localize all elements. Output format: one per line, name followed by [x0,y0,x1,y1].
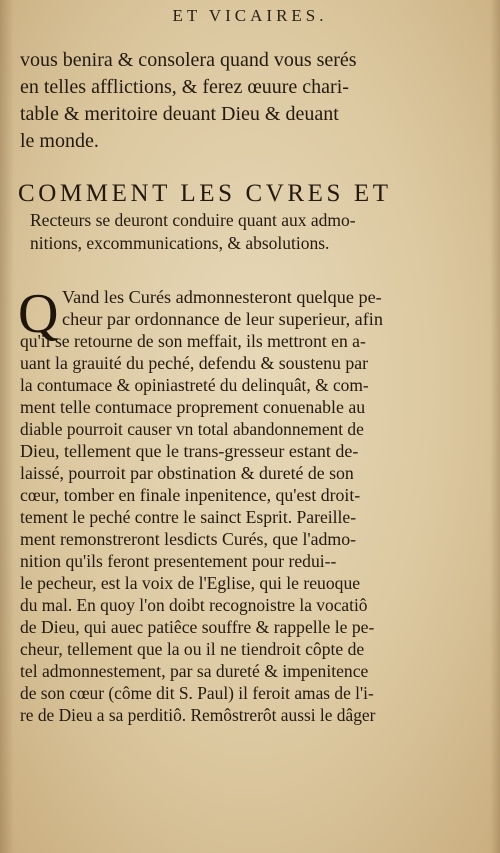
body-line: nition qu'ils feront presentement pour redui-- [20,551,337,571]
body-line: Vand les Curés admonnesteront quelque pe- [62,287,382,307]
body-line: diable pourroit causer vn total abandonnement de [20,419,364,439]
opening-line: le monde. [20,130,99,152]
body-line: de Dieu, qui auec patiêce souffre & rappelle le pe- [20,617,375,637]
body-line: de son cœur (côme dit S. Paul) il feroit amas de l'i- [20,683,374,703]
section-subtitle-line: Recteurs se deuront conduire quant aux admo- [30,210,356,230]
body-line: qu'il se retourne de son meffait, ils mettront en a- [20,331,366,351]
body-line: tement le peché contre le sainct Esprit. Pareille- [20,507,357,527]
body-line: le pecheur, est la voix de l'Eglise, qui le reuoque [20,573,361,593]
body-line: cœur, tomber en finale inpenitence, qu'est droit- [20,485,361,505]
section-heading: COMMENT LES CVRES ET [18,180,392,207]
body-line: du mal. En quoy l'on doibt recognoistre la vocatiô [20,595,368,615]
body-line: tel admonnestement, par sa dureté & impenitence [20,661,369,681]
body-line: ment remonstreront lesdicts Curés, que l'admo- [20,529,357,549]
running-head: ET VICAIRES. [172,6,328,25]
page-edge-shadow-left [0,0,14,853]
body-line: ment telle contumace proprement conuenable au [20,397,366,417]
body-line: re de Dieu a sa perditiô. Remôstrerôt aussi le dâger [20,705,376,725]
drop-cap: Q [18,283,59,345]
section-subtitle-line: nitions, excommunications, & absolutions. [30,233,330,253]
body-line: cheur, tellement que la ou il ne tiendroit côpte de [20,639,365,659]
body-line: cheur par ordonnance de leur superieur, afin [62,309,383,329]
opening-line: table & meritoire deuant Dieu & deuant [20,103,339,125]
opening-line: vous benira & consolera quand vous serés [20,49,357,71]
body-line: la contumace & opiniastreté du delinquât, & com- [20,375,369,395]
body-line: uant la grauité du peché, defendu & soustenu par [20,353,369,373]
body-line: Dieu, tellement que le trans-gresseur estant de- [20,441,359,461]
page-edge-shadow-right [490,0,500,853]
opening-line: en telles afflictions, & ferez œuure chari- [20,76,349,98]
body-line: laissé, pourroit par obstination & dureté de son [20,463,354,483]
